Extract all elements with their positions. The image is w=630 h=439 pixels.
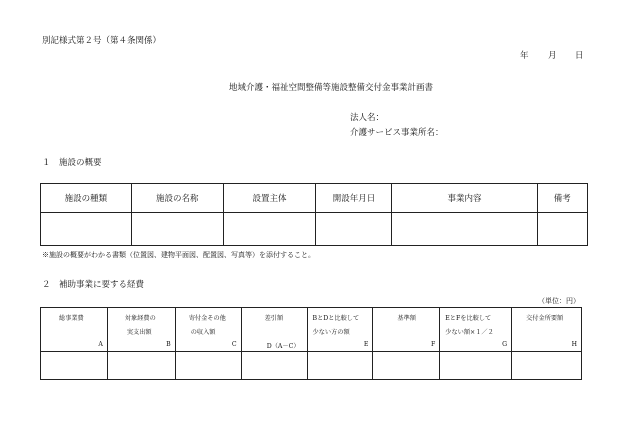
expense-col-b-label2: 実支出額 — [126, 329, 152, 336]
office-name-label: 介護サービス事業所名： — [350, 128, 444, 138]
expense-col-d — [241, 308, 307, 352]
expense-a-cell[interactable] — [41, 352, 108, 380]
section2-heading: ２ 補助事業に要する経費 — [42, 280, 145, 290]
expense-col-c-code: C — [231, 341, 237, 348]
expense-col-g-label2: 少ない額×１／２ — [445, 329, 494, 336]
section1-heading: １ 施設の概要 — [42, 158, 102, 168]
facility-col-open-date: 開設年月日 — [316, 184, 392, 213]
corp-name-label: 法人名： — [350, 113, 385, 123]
expense-e-cell[interactable] — [307, 352, 373, 380]
expense-col-b-label: 対象経費の — [124, 315, 156, 322]
expense-f-cell[interactable] — [373, 352, 440, 380]
unit-label: （単位：円） — [538, 297, 580, 305]
expense-col-f-code: F — [430, 341, 436, 348]
facility-business-cell[interactable] — [392, 213, 537, 246]
expense-col-d-label: 差引額 — [264, 315, 284, 322]
attachment-note: ※施設の概要がわかる書類（位置図、建物平面図、配置図、写真等）を添付すること。 — [42, 251, 315, 259]
expense-col-c — [175, 308, 241, 352]
expense-col-a-code: A — [98, 341, 103, 348]
expense-col-a — [41, 308, 108, 352]
expense-col-a-label: 総事業費 — [59, 315, 84, 322]
facility-establisher-cell[interactable] — [223, 213, 316, 246]
expense-b-cell[interactable] — [107, 352, 175, 380]
expense-col-d-code: D（A－C） — [266, 343, 300, 350]
date-month-label: 月 — [548, 51, 557, 61]
expense-col-e — [307, 308, 373, 352]
expense-col-c-label2: の収入額 — [190, 329, 216, 336]
expense-col-b-code: B — [166, 341, 171, 348]
expense-col-b — [107, 308, 175, 352]
document-title: 地域介護・福祉空間整備等施設整備交付金事業計画書 — [229, 83, 434, 93]
expense-c-cell[interactable] — [175, 352, 241, 380]
expense-col-h — [512, 308, 582, 352]
expense-col-g — [440, 308, 512, 352]
expense-col-f — [373, 308, 440, 352]
facility-col-type: 施設の種類 — [41, 184, 132, 213]
expense-col-g-code: G — [502, 341, 508, 348]
facility-col-establisher: 設置主体 — [223, 184, 316, 213]
facility-col-remarks: 備考 — [537, 184, 587, 213]
expense-col-e-code: E — [363, 341, 369, 348]
facility-col-name: 施設の名称 — [131, 184, 223, 213]
form-id: 別記様式第２号（第４条関係） — [42, 36, 162, 46]
expense-table — [40, 307, 582, 380]
facility-remarks-cell[interactable] — [537, 213, 587, 246]
expense-col-c-label: 寄付金その他 — [188, 315, 226, 322]
facility-col-business: 事業内容 — [392, 184, 537, 213]
facility-overview-table — [40, 183, 588, 246]
expense-col-f-label: 基準額 — [397, 315, 416, 322]
facility-header-row — [41, 184, 588, 213]
facility-open-date-cell[interactable] — [316, 213, 392, 246]
expense-col-e-label: BとDと比較して — [312, 315, 360, 322]
expense-header-row — [41, 308, 582, 352]
date-year-label: 年 — [520, 51, 529, 61]
date-day-label: 日 — [575, 51, 584, 61]
facility-input-row — [41, 213, 588, 246]
facility-type-cell[interactable] — [41, 213, 132, 246]
expense-col-g-label: EとFを比較して — [445, 315, 492, 322]
facility-name-cell[interactable] — [131, 213, 223, 246]
expense-col-h-label: 交付金所要額 — [526, 315, 564, 322]
expense-d-cell[interactable] — [241, 352, 307, 380]
expense-input-row — [41, 352, 582, 380]
expense-col-e-label2: 少ない方の額 — [312, 329, 350, 336]
expense-h-cell[interactable] — [512, 352, 582, 380]
expense-g-cell[interactable] — [440, 352, 512, 380]
expense-col-h-code: H — [571, 341, 577, 348]
